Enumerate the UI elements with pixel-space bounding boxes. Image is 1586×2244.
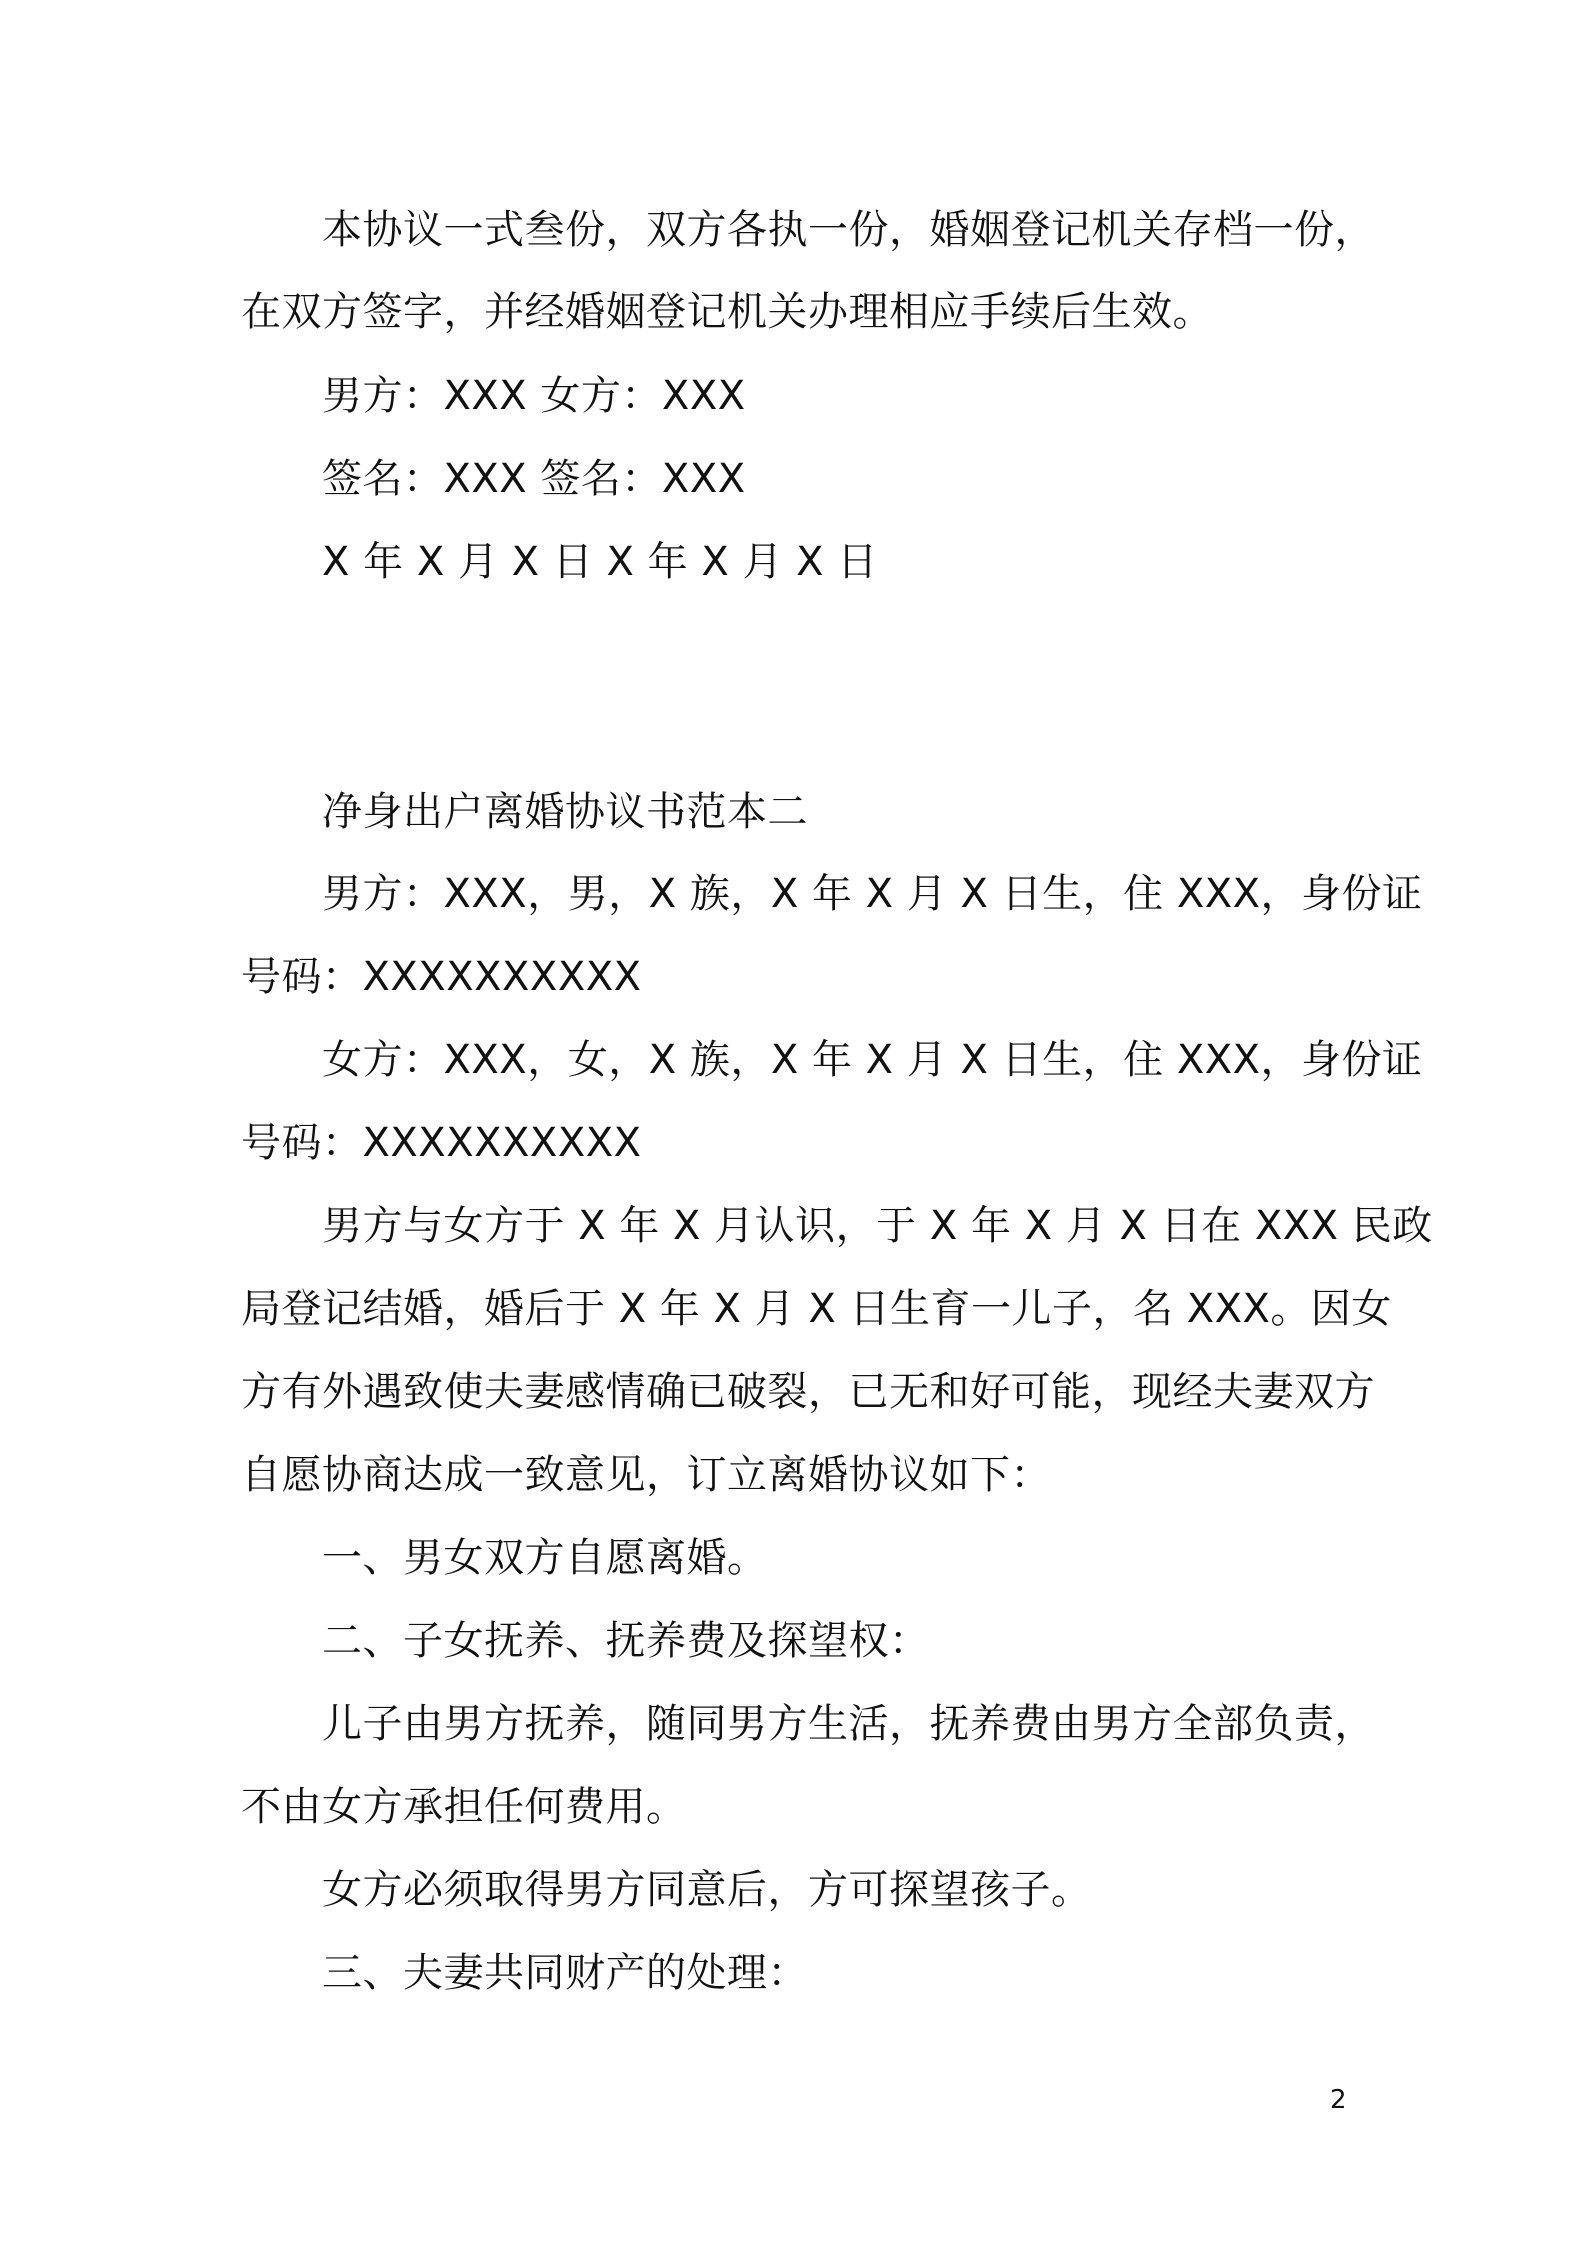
- text-line: 男方：XXX，男，X 族，X 年 X 月 X 日生，住 XXX，身份证: [322, 871, 1423, 917]
- text-line: 儿子由男方抚养，随同男方生活，抚养费由男方全部负责，: [322, 1701, 1375, 1747]
- text-line: 局登记结婚，婚后于 X 年 X 月 X 日生育一儿子，名 XXX。因女: [241, 1286, 1392, 1332]
- text-line: 女方：XXX，女，X 族，X 年 X 月 X 日生，住 XXX，身份证: [322, 1037, 1423, 1083]
- text-line: 女方必须取得男方同意后，方可探望孩子。: [322, 1867, 1092, 1913]
- clause-heading: 三、夫妻共同财产的处理：: [322, 1950, 808, 1996]
- signature-party-line: 男方：XXX 女方：XXX: [322, 373, 746, 419]
- date-line: X 年 X 月 X 日 X 年 X 月 X 日: [322, 539, 878, 585]
- text-line: 在双方签字，并经婚姻登记机关办理相应手续后生效。: [241, 289, 1213, 335]
- text-line: 号码：XXXXXXXXXX: [241, 954, 642, 1000]
- text-line: 本协议一式叁份，双方各执一份，婚姻登记机关存档一份，: [322, 207, 1375, 253]
- page-number: 2: [1330, 2085, 1347, 2115]
- text-line: 方有外遇致使夫妻感情确已破裂，已无和好可能，现经夫妻双方: [241, 1369, 1375, 1415]
- text-line: 自愿协商达成一致意见，订立离婚协议如下：: [241, 1452, 1051, 1498]
- text-line: 不由女方承担任何费用。: [241, 1784, 687, 1830]
- signature-line: 签名：XXX 签名：XXX: [322, 456, 746, 502]
- clause-heading: 二、子女抚养、抚养费及探望权：: [322, 1618, 930, 1664]
- text-line: 男方与女方于 X 年 X 月认识，于 X 年 X 月 X 日在 XXX 民政: [322, 1203, 1433, 1249]
- text-line: 号码：XXXXXXXXXX: [241, 1120, 642, 1166]
- section-title: 净身出户离婚协议书范本二: [322, 789, 808, 835]
- clause-heading: 一、男女双方自愿离婚。: [322, 1535, 768, 1581]
